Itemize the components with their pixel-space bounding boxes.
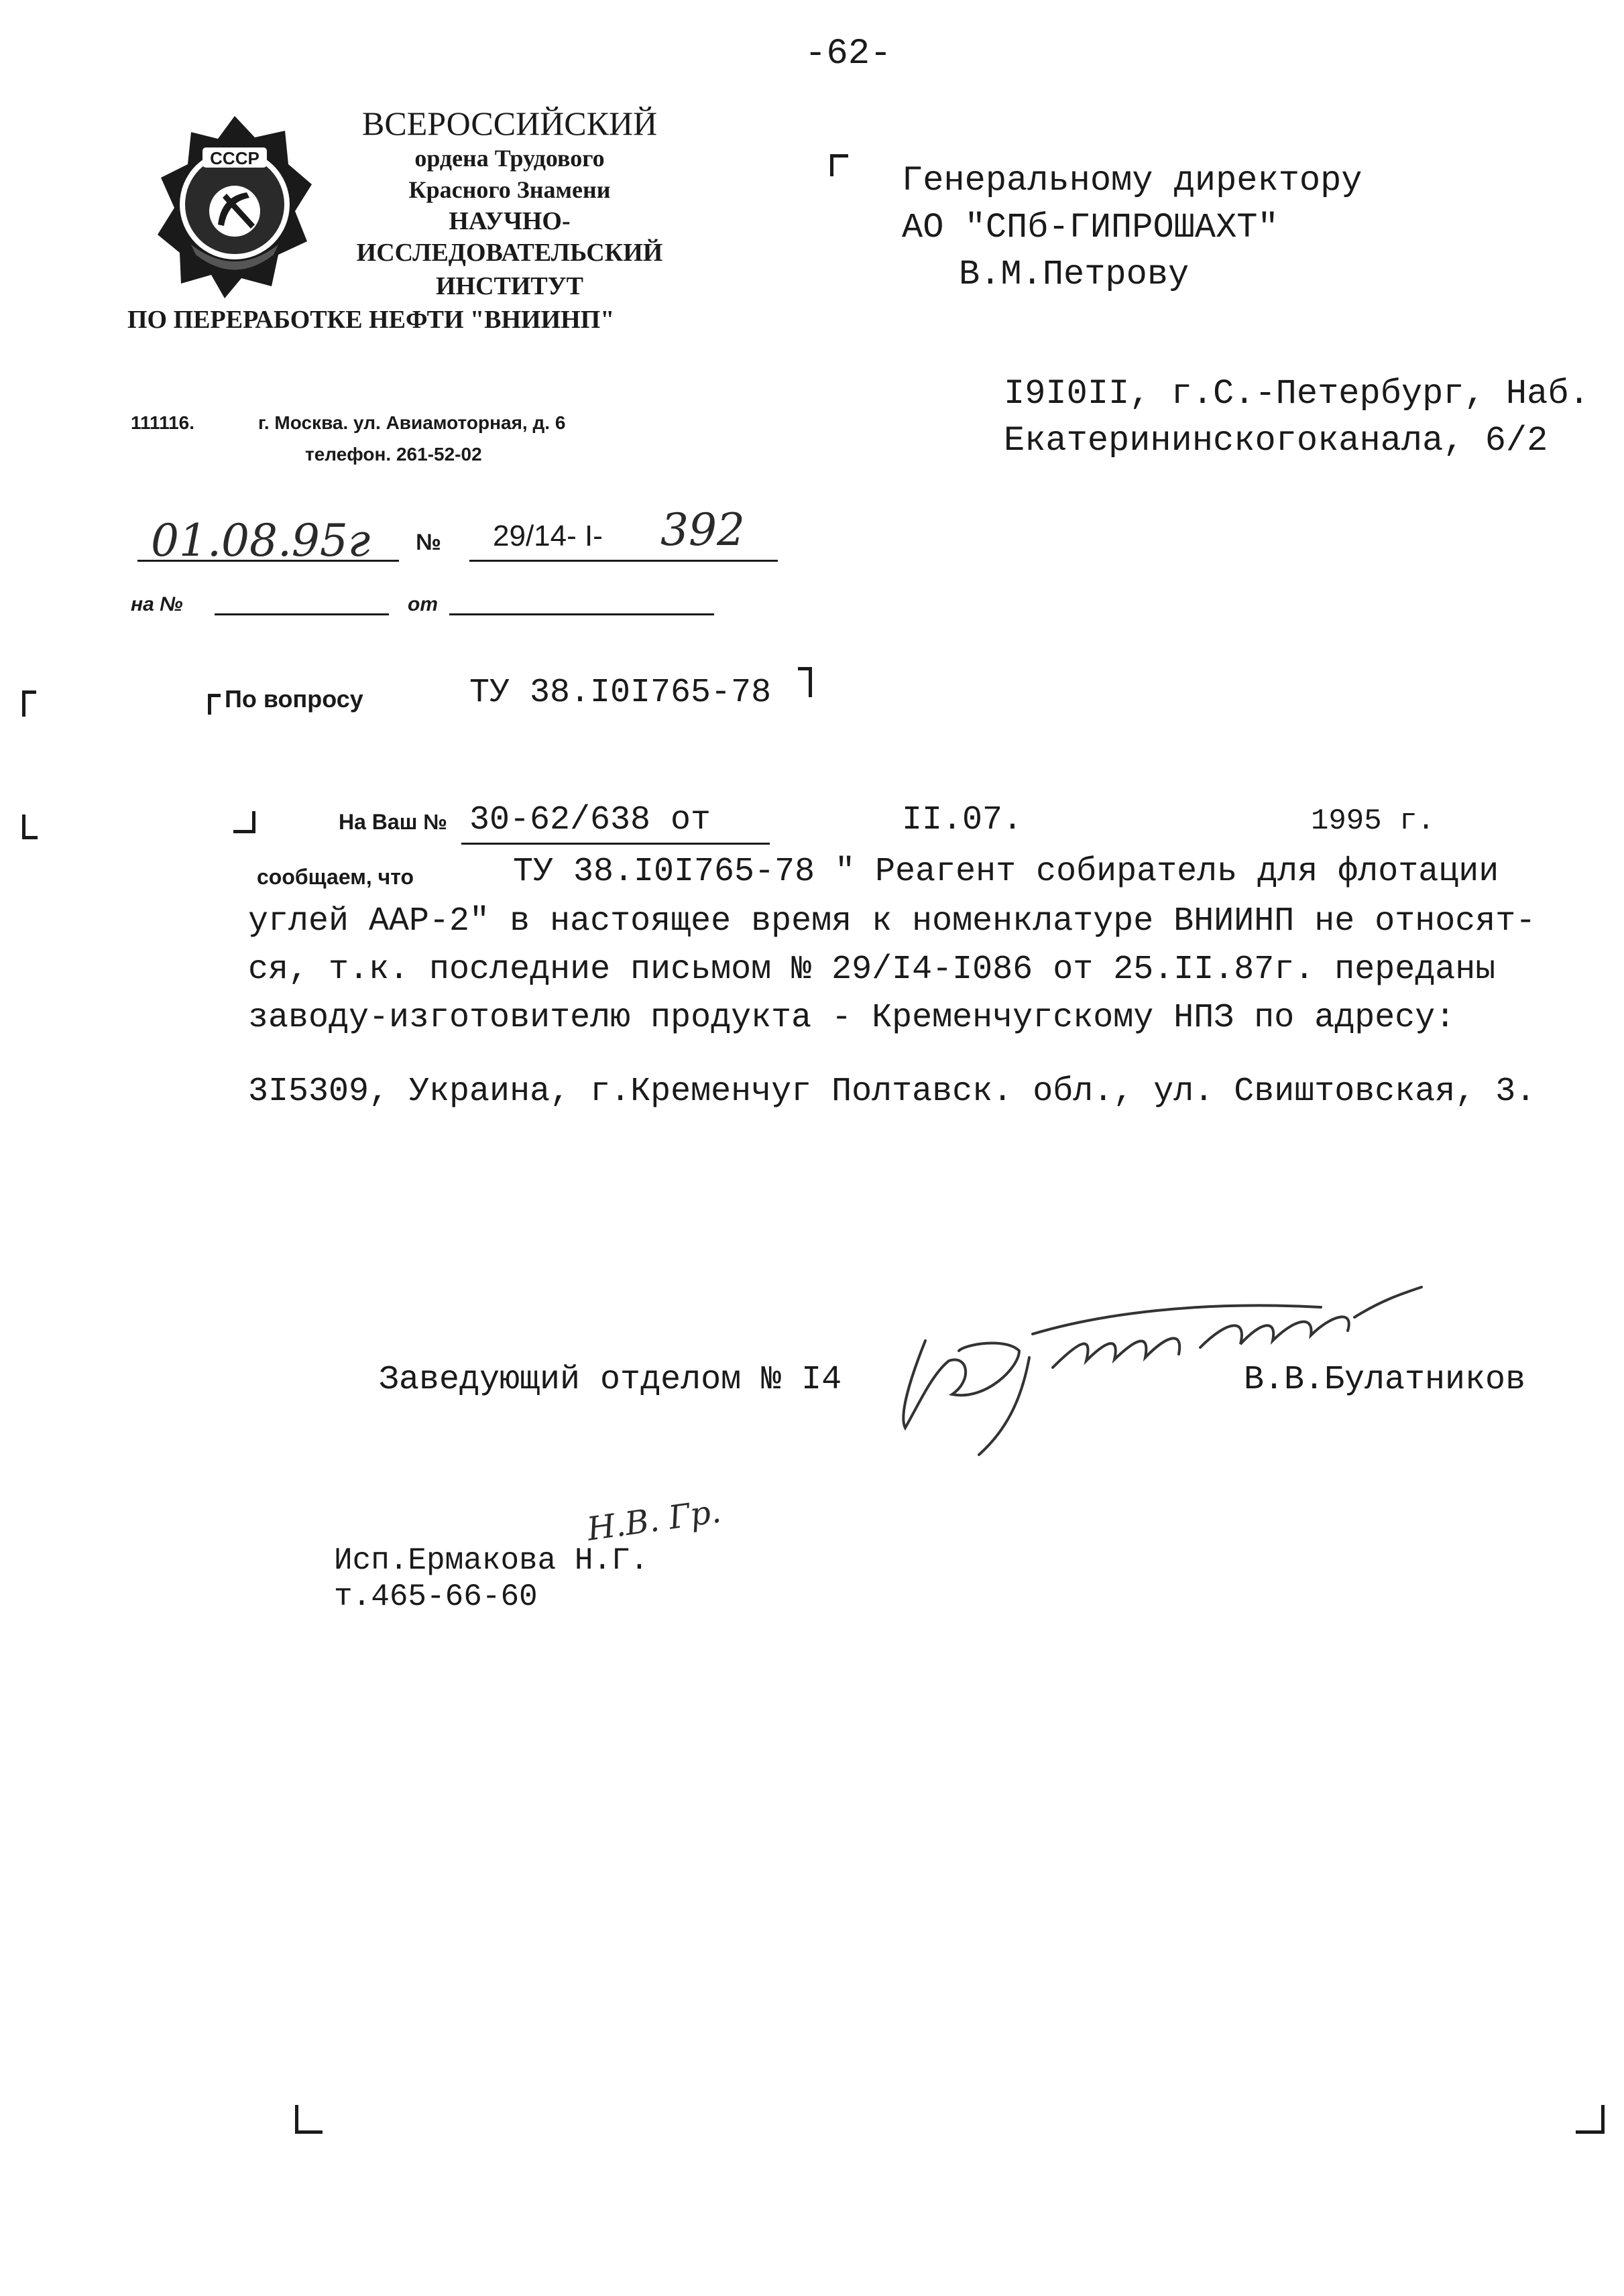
- institute-line-4: НАУЧНО-: [449, 207, 571, 235]
- reference-year: 1995 г.: [1311, 804, 1435, 838]
- reference-date: II.07.: [902, 801, 1023, 839]
- recipient-company: АО "СПб-ГИПРОШАХТ": [902, 208, 1279, 247]
- subject-label: По вопросу: [225, 685, 363, 713]
- institute-line-5: ИССЛЕДОВАТЕЛЬСКИЙ: [356, 239, 663, 267]
- institute-line-2: ордена Трудового: [414, 145, 605, 172]
- body-line-1: ТУ 38.I0I765-78 " Реагент собиратель для флотации: [513, 853, 1499, 891]
- executor-handwritten-note: Н.В. Гр.: [585, 1492, 723, 1549]
- institute-phone: телефон. 261-52-02: [305, 444, 482, 465]
- outgoing-date: 01.08.95г: [151, 515, 371, 566]
- institute-line-6: ИНСТИТУТ: [435, 272, 584, 300]
- institute-line-7: ПО ПЕРЕРАБОТКЕ НЕФТИ "ВНИИНП": [127, 306, 615, 334]
- recipient-address-2: Екатерининскогоканала, 6/2: [1004, 421, 1548, 461]
- outgoing-number: 29/14- I-: [493, 520, 603, 552]
- recipient-name: В.М.Петрову: [959, 255, 1190, 294]
- body-line-3: ся, т.к. последние письмом № 29/I4-I086 от 25.II.87г. переданы: [248, 951, 1496, 989]
- signatory-position: Заведующий отделом № I4: [379, 1361, 842, 1399]
- recipient-address-1: I9I0II, г.С.-Петербург, Наб.: [1004, 374, 1590, 414]
- reference-number-label: на №: [131, 593, 183, 615]
- recipient-title: Генеральному директору: [902, 161, 1362, 200]
- reference-intro-label: На Ваш №: [339, 810, 447, 834]
- institute-line-1: ВСЕРОССИЙСКИЙ: [362, 105, 658, 142]
- reference-number: 30-62/638 от: [469, 801, 711, 839]
- executor-name: Исп.Ермакова Н.Г.: [334, 1543, 649, 1578]
- page-number: -62-: [805, 34, 892, 74]
- outgoing-number-hand: 392: [660, 504, 745, 556]
- institute-address: г. Москва. ул. Авиамоторная, д. 6: [258, 412, 566, 433]
- body-line-5: 3I5309, Украина, г.Кременчуг Полтавск. обл., ул. Свиштовская, 3.: [248, 1073, 1536, 1111]
- body-line-2: углей ААР-2" в настоящее время к номенклатуре ВНИИНП не относят-: [248, 902, 1536, 941]
- executor-phone: т.465-66-60: [334, 1579, 538, 1614]
- institute-line-3: Красного Знамени: [408, 176, 611, 203]
- emblem-text: СССР: [210, 148, 259, 168]
- body-line-4: заводу-изготовителю продукта - Кременчугскому НПЗ по адресу:: [248, 999, 1456, 1037]
- institute-postcode: 111116.: [131, 412, 195, 433]
- subject-text: ТУ 38.I0I765-78: [469, 674, 772, 712]
- outgoing-number-label: №: [416, 530, 441, 555]
- body-line-1-label: сообщаем, что: [257, 865, 414, 889]
- order-emblem-icon: [154, 111, 315, 302]
- signatory-name: В.В.Булатников: [1244, 1361, 1526, 1399]
- reference-from-label: от: [408, 593, 438, 615]
